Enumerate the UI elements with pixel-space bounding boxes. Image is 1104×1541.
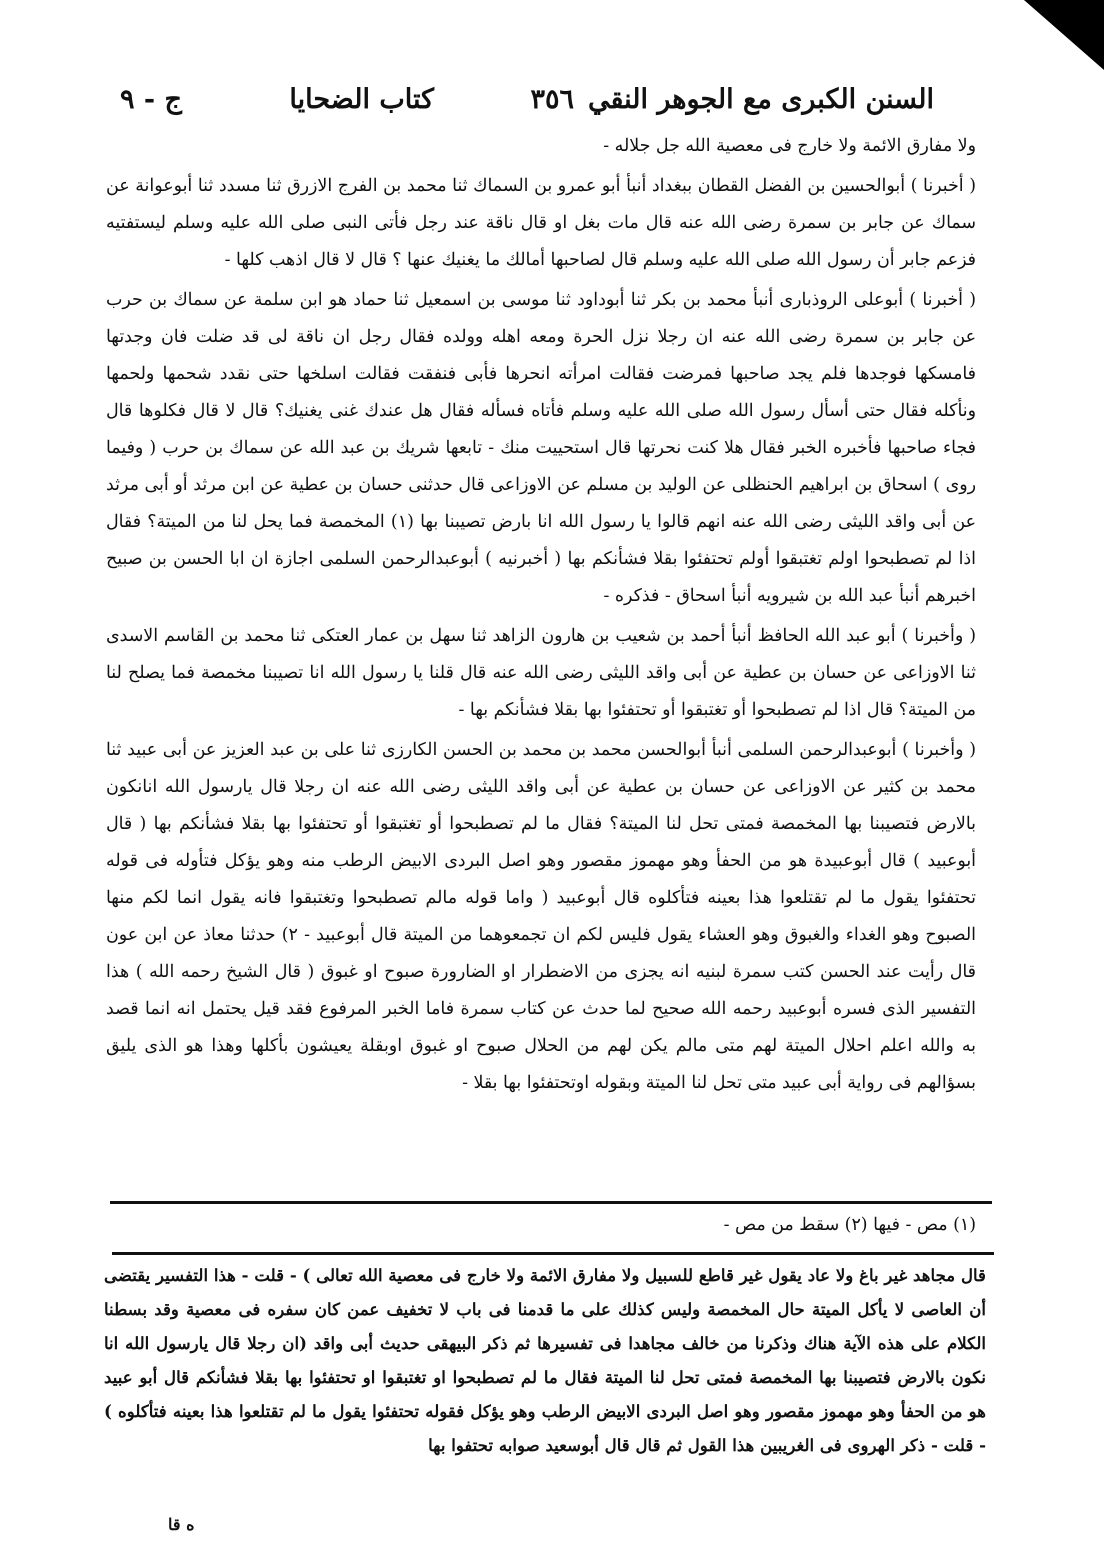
page-number: ٣٥٦	[530, 84, 574, 115]
paragraph: ( أخبرنا ) أبوالحسين بن الفضل القطان ببغداد أنبأ أبو عمرو بن السماك ثنا محمد بن الفرج الازرق ثنا مسدد ثنا أبوعوانة عن سماك عن جابر بن سمرة رضى الله عنه قال مات بغل او قال ناقة عند رجل فأتى النبى صلى الله عليه وسلم ليستفتيه فزعم جابر أن رسول الله صلى الله عليه وسلم قال لصاحبها أمالك ما يغنيك عنها ؟ قال لا قال اذهب كلها -	[106, 176, 976, 270]
footnotes: (١) مص - فيها (٢) سقط من مص -	[723, 1215, 976, 1235]
commentary-text: قال مجاهد غير باغ ولا عاد يقول غير قاطع للسبيل ولا مفارق الائمة ولا خارج فى معصية الله تعالى ) - قلت - هذا التفسير يقتضى أن العاصى لا يأكل الميتة حال المخمصة وليس كذلك على ما قدمنا فى باب لا تخفيف عمن كان سفره فى معصية وقد بسطنا الكلام على هذه الآية هناك وذكرنا من خالف مجاهدا فى تفسيرها ثم ذكر البيهقى حديث أبى واقد (ان رجلا قال يارسول الله انا نكون بالارض فتصيبنا بها المخمصة فمتى تحل لنا الميتة فقال ما لم تصطبحوا او تغتبقوا او تحتفئوا بها بقلا فشأنكم قال أبو عبيد هو من الحفأ وهو مهموز مقصور وهو اصل البردى الابيض الرطب وهو يؤكل فقوله تحتفئوا يقول ما لم تقتلعوا هذا بعينه فتأكلوه ) - قلت - ذكر الهروى فى الغريبين هذا القول ثم قال قال أبوسعيد صوابه تحتفوا بها	[104, 1265, 986, 1455]
volume-label: ج - ٩	[120, 84, 182, 115]
paragraph: ( وأخبرنا ) أبو عبد الله الحافظ أنبأ أحمد بن شعيب بن هارون الزاهد ثنا سهل بن عمار العتكى ثنا محمد بن القاسم الاسدى ثنا الاوزاعى عن حسان بن عطية عن أبى واقد الليثى رضى الله عنه قال قلنا يا رسول الله انا تصيبنا مخمصة فما يصلح لنا من الميتة؟ قال اذا لم تصطبحوا أو تغتبقوا أو تحتفئوا بها بقلا فشأنكم بها -	[106, 626, 976, 720]
book-title: السنن الكبرى مع الجوهر النقي	[587, 84, 934, 115]
chapter-title: كتاب الضحايا	[289, 84, 434, 115]
paragraph: ( أخبرنا ) أبوعلى الروذبارى أنبأ محمد بن بكر ثنا أبوداود ثنا موسى بن اسمعيل ثنا حماد هو ابن سلمة عن سماك بن حرب عن جابر بن سمرة رضى الله عنه ان رجلا نزل الحرة ومعه اهله وولده فقال رجل ان ناقة لى قد ضلت فان وجدتها فامسكها فوجدها فلم يجد صاحبها فمرضت فقالت امرأته انحرها فأبى فنفقت فقالت اسلخها حتى نقدد شحمها ولحمها ونأكله فقال حتى أسأل رسول الله صلى الله عليه وسلم فأتاه فسأله فقال هل عندك غنى يغنيك؟ قال لا قال فكلوها قال فجاء صاحبها فأخبره الخبر فقال هلا كنت نحرتها قال استحييت منك - تابعها شريك بن عبد الله عن سماك بن حرب ( وفيما روى ) اسحاق بن ابراهيم الحنظلى عن الوليد بن مسلم عن الاوزاعى قال حدثنى حسان بن عطية عن ابن مرثد أو أبى مرثد عن أبى واقد الليثى رضى الله عنه انهم قالوا يا رسول الله انا بارض تصيبنا بها (١) المخمصة فما يحل لنا من الميتة؟ فقال اذا لم تصطبحوا اولم تغتبقوا أولم تحتفئوا بقلا فشأنكم بها ( أخبرنيه ) أبوعبدالرحمن السلمى اجازة ان ابا الحسن بن صبيح اخبرهم أنبأ عبد الله بن شيرويه أنبأ اسحاق - فذكره -	[106, 290, 976, 606]
corner-mark	[1024, 0, 1104, 70]
catchword: ه قا	[168, 1515, 195, 1534]
paragraph: ولا مفارق الائمة ولا خارج فى معصية الله جل جلاله -	[603, 136, 976, 156]
paragraph: ( وأخبرنا ) أبوعبدالرحمن السلمى أنبأ أبوالحسن محمد بن محمد بن الحسن الكارزى ثنا على بن عبد العزيز عن أبى عبيد ثنا محمد بن كثير عن الاوزاعى عن حسان بن عطية عن أبى واقد الليثى رضى الله عنه ان رجلا قال يارسول الله انانكون بالارض فتصيبنا بها المخمصة فمتى تحل لنا الميتة؟ فقال ما لم تصطبحوا أو تغتبقوا أو تحتفئوا بها بقلا فشأنكم بها ( قال أبوعبيد ) قال أبوعبيدة هو من الحفأ وهو مهموز مقصور وهو اصل البردى الابيض الرطب منه وهو يؤكل فتأوله فى قوله تحتفئوا يقول ما لم تقتلعوا هذا بعينه فتأكلوه قال أبوعبيد ( واما قوله مالم تصطبحوا وتغتبقوا فانه يقول انما لكم منها الصبوح وهو الغداء والغبوق وهو العشاء يقول فليس لكم ان تجمعوهما من الميتة قال أبوعبيد - ٢) حدثنا معاذ عن ابن عون قال رأيت عند الحسن كتب سمرة لبنيه انه يجزى من الاضطرار او الضارورة صبوح او غبوق ( قال الشيخ رحمه الله ) هذا التفسير الذى فسره أبوعبيد رحمه الله صحيح لما حدث عن كتاب سمرة فاما الخبر المرفوع فقد قيل يحتمل انه انما قصد به والله اعلم احلال الميتة لهم متى مالم يكن لهم من الحلال صبوح او غبوق اوبقلة يعيشون بأكلها وهذا هو الذى يليق بسؤالهم فى رواية أبى عبيد متى تحل لنا الميتة وبقوله اوتحتفئوا بها بقلا -	[106, 740, 976, 1093]
main-text	[106, 128, 976, 1105]
page-header	[120, 78, 934, 128]
footnote-divider	[110, 1201, 992, 1204]
commentary-divider	[112, 1252, 994, 1255]
